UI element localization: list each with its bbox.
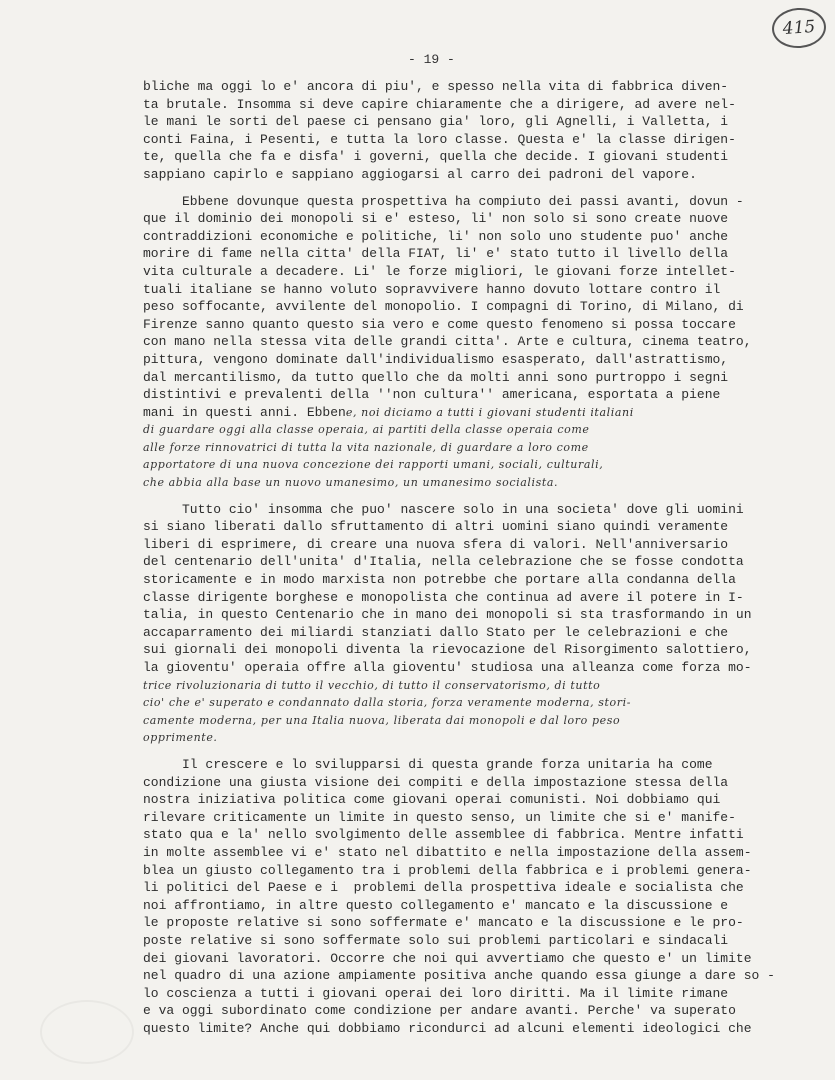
folio-stamp: 415 [771,6,828,50]
text-line: noi affrontiamo, in altre questo collegamento e' mancato e la discussione e [143,897,729,913]
text-line: que il dominio dei monopoli si e' esteso, li' non solo si sono create nuove [143,211,729,227]
text-line: tuali italiane se hanno voluto sopravvivere hanno dovuto lottare contro il [143,281,721,297]
text-line: nostra iniziativa politica come giovani operai comunisti. Noi dobbiamo qui [143,792,721,808]
paragraph [143,501,773,747]
text-line: bliche ma oggi lo e' ancora di piu', e spesso nella vita di fabbrica diven- [143,79,729,94]
text-line: in molte assemblee vi e' stato nel dibattito e nella impostazione della assem- [143,844,752,860]
text-line: Ebbene dovunque questa prospettiva ha compiuto dei passi avanti, dovun - [143,193,744,209]
paragraph [143,193,773,492]
text-line: stato qua e la' nello svolgimento delle assemblee di fabbrica. Mentre infatti [143,827,744,843]
body-text [143,78,773,1046]
text-line: conti Faina, i Pesenti, e tutta la loro classe. Questa e' la classe dirigen- [143,131,736,147]
text-line: cio' che e' superato e condannato dalla storia, forza veramente moderna, stori- [143,696,632,710]
text-line: condizione una giusta visione dei compiti e della impostazione stessa della [143,774,729,790]
page-number: - 19 - [408,52,455,67]
paragraph [143,756,773,1038]
text-line: rilevare criticamente un limite in questo senso, un limite che si e' manife- [143,809,736,825]
text-line: lo coscienza a tutti i giovani operai dei loro diritti. Ma il limite rimane [143,985,729,1001]
text-line: sappiano capirlo e sappiano aggiogarsi al carro dei padroni del vapore. [143,166,697,182]
text-line: opprimente. [143,731,218,745]
text-line: apportatore di una nuova concezione dei rapporti umani, sociali, culturali, [143,458,604,472]
text-line: blea un giusto collegamento tra i problemi della fabbrica e i problemi genera- [143,862,752,878]
text-line: li politici del Paese e i problemi della prospettiva ideale e socialista che [143,880,744,896]
text-line: pittura, vengono dominate dall'individualismo esasperato, dall'astrattismo, [143,351,729,367]
text-line: Il crescere e lo svilupparsi di questa grande forza unitaria ha come [143,756,713,772]
text-line: ta brutale. Insomma si deve capire chiaramente che a dirigere, ad avere nel- [143,96,736,112]
text-line: sui giornali dei monopoli diventa la rievocazione del Risorgimento salottiero, [143,642,752,658]
text-line: si siano liberati dallo sfruttamento di altri uomini siano quindi veramente [143,519,729,535]
text-line: te, quella che fa e disfa' i governi, quella che decide. I giovani studenti [143,149,729,165]
text-line: poste relative si sono soffermate solo sui problemi particolari e sindacali [143,932,729,948]
archive-watermark [40,1000,134,1064]
text-line: le proposte relative si sono soffermate e' mancato e la discussione e le pro- [143,915,744,931]
text-line: con mano nella stessa vita delle grandi citta'. Arte e cultura, cinema teatro, [143,334,752,350]
text-line: talia, in questo Centenario che in mano dei monopoli si sta trasformando in un [143,607,752,623]
text-line: trice rivoluzionaria di tutto il vecchio, di tutto il conservatorismo, di tutto [143,678,601,692]
text-line: morire di fame nella citta' della FIAT, li' e' stato tutto il livello della [143,246,729,262]
text-line: le mani le sorti del paese ci pensano gia' loro, gli Agnelli, i Valletta, i [143,114,729,130]
text-line: nel quadro di una azione ampiamente positiva anche quando essa giunge a dare so - [143,968,775,984]
text-line: dei giovani lavoratori. Occorre che noi qui avvertiamo che questo e' un limite [143,950,752,966]
text-line: mani in questi anni. Ebbene, noi diciamo a tutti i giovani studenti italiani [143,404,634,420]
text-line: di guardare oggi alla classe operaia, ai partiti della classe operaia come [143,423,590,437]
text-line: dal mercantilismo, da tutto quello che da molti anni sono purtroppo i segni [143,369,729,385]
text-line: vita culturale a decadere. Li' le forze migliori, le giovani forze intellet- [143,263,736,279]
text-line: liberi di esprimere, di creare una nuova sfera di valori. Nell'anniversario [143,536,729,552]
text-line: Tutto cio' insomma che puo' nascere solo in una societa' dove gli uomini [143,501,744,517]
text-line: storicamente e in modo marxista non potrebbe che portare alla condanna della [143,572,736,588]
text-line: classe dirigente borghese e monopolista che continua ad avere il potere in I- [143,589,744,605]
paragraph [143,78,773,184]
text-line: camente moderna, per una Italia nuova, liberata dai monopoli e dal loro peso [143,713,621,727]
text-line: peso soffocante, avvilente del monopolio. I compagni di Torino, di Milano, di [143,299,744,315]
text-line: e va oggi subordinato come condizione per andare avanti. Perche' va superato [143,1003,736,1019]
text-line: la gioventu' operaia offre alla gioventu' studiosa una alleanza come forza mo- [143,660,752,675]
text-line: distintivi e prevalenti della ''non cultura'' americana, esportata a piene [143,387,721,403]
text-line: Firenze sanno quanto questo sia vero e come questo fenomeno si possa toccare [143,316,736,332]
text-line: alle forze rinnovatrici di tutta la vita nazionale, di guardare a loro come [143,440,589,454]
text-line: che abbia alla base un nuovo umanesimo, un umanesimo socialista. [143,476,559,490]
text-line: contraddizioni economiche e politiche, li' non solo uno studente puo' anche [143,228,729,244]
text-line: del centenario dell'unita' d'Italia, nella celebrazione che se fosse condotta [143,554,744,570]
text-line: questo limite? Anche qui dobbiamo ricondurci ad alcuni elementi ideologici che [143,1020,752,1036]
text-line: accaparramento dei miliardi stanziati dallo Stato per le celebrazioni e che [143,624,729,640]
